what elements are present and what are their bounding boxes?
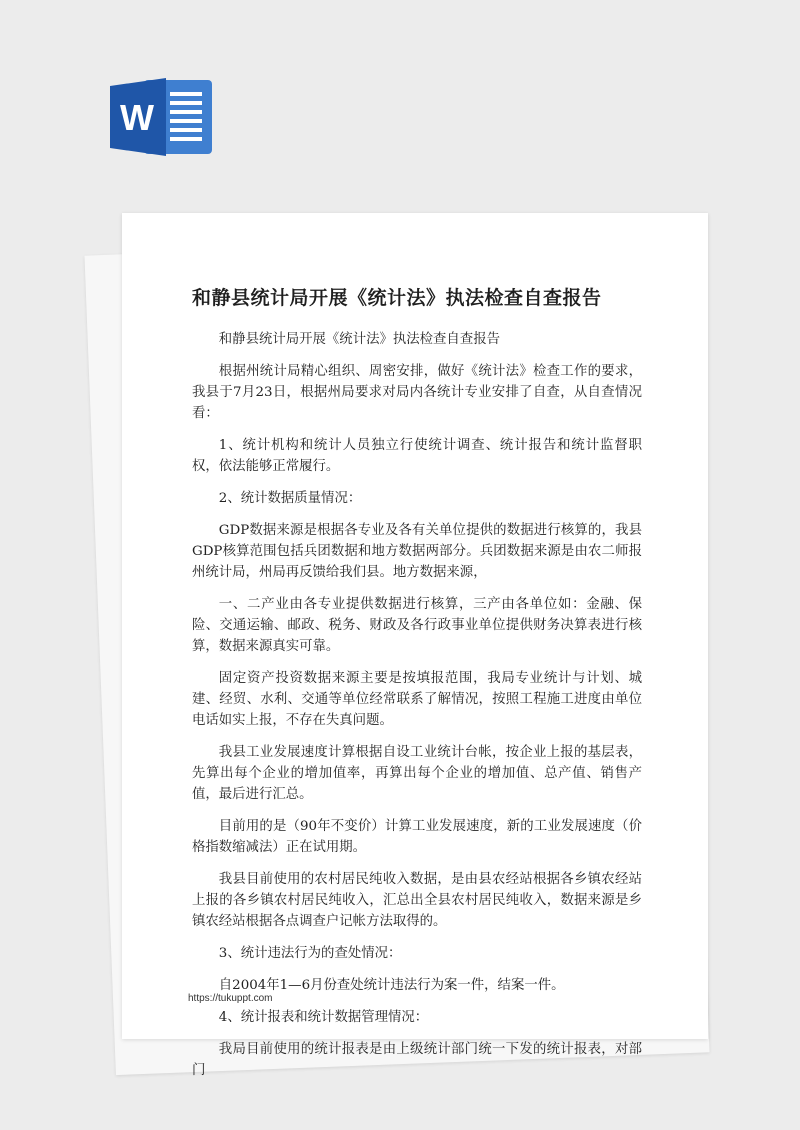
paragraph-item-3-heading: 3、统计违法行为的查处情况： xyxy=(218,946,402,961)
paragraph-constant-price: 目前用的是（90年不变价）计算工业发展速度，新的工业发展速度（价格指数缩减法）正在试用期。 xyxy=(192,819,642,855)
paragraph-item-2-heading: 2、统计数据质量情况： xyxy=(218,491,362,506)
paragraph-gdp: GDP数据来源是根据各专业及各有关单位提供的数据进行核算的，我县GDP核算范围包括兵团数据和地方数据两部分。兵团数据来源是由农二师报州统计局，州局再反馈给我们县。地方数据来源， xyxy=(192,523,642,580)
paragraph-report-management: 我局目前使用的统计报表是由上级统计部门统一下发的统计报表，对部门 xyxy=(192,1042,642,1078)
document-title: 和静县统计局开展《统计法》执法检查自查报告 xyxy=(192,287,602,309)
word-document-icon xyxy=(110,78,214,156)
paragraph-industries: 一、二产业由各专业提供数据进行核算，三产由各单位如：金融、保险、交通运输、邮政、税务、财政及各行政事业单位提供财务决算表进行核算，数据来源真实可靠。 xyxy=(192,597,642,654)
paragraph-fixed-assets: 固定资产投资数据来源主要是按填报范围，我局专业统计与计划、城建、经贸、水利、交通等单位经常联系了解情况，按照工程施工进度由单位电话如实上报，不存在失真问题。 xyxy=(192,671,642,728)
paragraph-item-1: 1、统计机构和统计人员独立行使统计调查、统计报告和统计监督职权，依法能够正常履行。 xyxy=(192,438,642,474)
paragraph-industrial-growth: 我县工业发展速度计算根据自设工业统计台帐，按企业上报的基层表，先算出每个企业的增加值率，再算出每个企业的增加值、总产值、销售产值，最后进行汇总。 xyxy=(192,745,642,802)
paragraph-intro: 根据州统计局精心组织、周密安排，做好《统计法》检查工作的要求，我县于7月23日，根据州局要求对局内各统计专业安排了自查，从自查情况看： xyxy=(192,364,642,421)
document-body xyxy=(192,329,642,1092)
paragraph-rural-income: 我县目前使用的农村居民纯收入数据，是由县农经站根据各乡镇农经站上报的各乡镇农村居民纯收入，汇总出全县农村居民纯收入，数据来源是乡镇农经站根据各点调查户记帐方法取得的。 xyxy=(192,872,642,929)
paragraph-item-4-heading: 4、统计报表和统计数据管理情况： xyxy=(218,1010,429,1025)
word-icon-letter: W xyxy=(120,97,154,138)
document-page xyxy=(122,213,708,1078)
footer-link[interactable]: https://tukuppt.com xyxy=(188,993,273,1004)
paragraph-violations: 自2004年1—6月份查处统计违法行为案一件，结案一件。 xyxy=(218,978,565,993)
paragraph-subtitle: 和静县统计局开展《统计法》执法检查自查报告 xyxy=(218,332,500,347)
